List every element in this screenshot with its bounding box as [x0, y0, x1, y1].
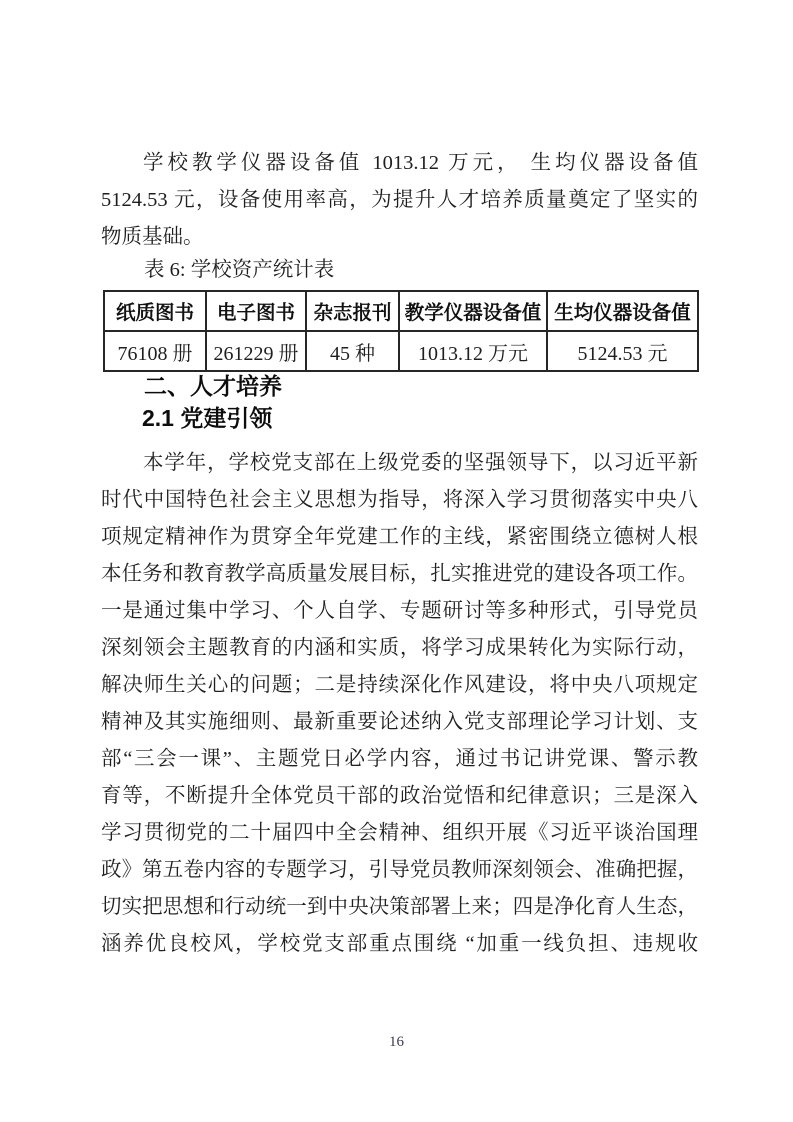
table-cell: 1013.12 万元 [399, 331, 547, 371]
subsection-heading: 2.1 党建引领 [142, 405, 273, 431]
table-header-cell: 教学仪器设备值 [399, 291, 547, 331]
text-line: 部“三会一课”、主题党日必学内容，通过书记讲党课、警示教 [101, 748, 698, 770]
text-line: 学校教学仪器设备值 1013.12 万元， 生均仪器设备值 [143, 152, 698, 174]
table-header-cell: 生均仪器设备值 [547, 291, 698, 331]
assets-table [103, 290, 699, 372]
intro-paragraph [101, 145, 698, 256]
text-line: 政》第五卷内容的专题学习，引导党员教师深刻领会、准确把握， [101, 859, 698, 881]
text-line: 本学年，学校党支部在上级党委的坚强领导下，以习近平新 [143, 452, 698, 474]
table-cell: 5124.53 元 [547, 331, 698, 371]
section-heading: 二、人才培养 [144, 373, 282, 399]
text-line: 物质基础。 [101, 226, 204, 248]
text-line: 解决师生关心的问题；二是持续深化作风建设，将中央八项规定 [101, 674, 698, 696]
text-line: 切实把思想和行动统一到中央决策部署上来；四是净化育人生态， [101, 896, 698, 918]
text-line: 精神及其实施细则、最新重要论述纳入党支部理论学习计划、支 [101, 711, 698, 733]
text-line: 项规定精神作为贯穿全年党建工作的主线，紧密围绕立德树人根 [101, 526, 698, 548]
text-line: 学习贯彻党的二十届四中全会精神、组织开展《习近平谈治国理 [101, 822, 698, 844]
table-header-cell: 电子图书 [206, 291, 306, 331]
text-line: 深刻领会主题教育的内涵和实质，将学习成果转化为实际行动， [101, 637, 698, 659]
table-row [104, 331, 698, 371]
table-cell: 76108 册 [104, 331, 206, 371]
page-number: 16 [389, 1034, 404, 1050]
table-cell: 261229 册 [206, 331, 306, 371]
text-line: 5124.53 元，设备使用率高，为提升人才培养质量奠定了坚实的 [101, 189, 698, 211]
text-line: 涵养优良校风，学校党支部重点围绕 “加重一线负担、违规收 [101, 933, 698, 955]
text-line: 一是通过集中学习、个人自学、专题研讨等多种形式，引导党员 [101, 600, 698, 622]
text-line: 本任务和教育教学高质量发展目标，扎实推进党的建设各项工作。 [101, 563, 698, 585]
table-header-cell: 纸质图书 [104, 291, 206, 331]
page-content [101, 0, 698, 1122]
text-line: 时代中国特色社会主义思想为指导，将深入学习贯彻落实中央八 [101, 489, 698, 511]
party-paragraph [101, 445, 698, 963]
table-header-cell: 杂志报刊 [306, 291, 399, 331]
text-line: 育等，不断提升全体党员干部的政治觉悟和纪律意识；三是深入 [101, 785, 698, 807]
table-header-row [104, 291, 698, 331]
table-caption: 表 6: 学校资产统计表 [144, 259, 335, 281]
table-cell: 45 种 [306, 331, 399, 371]
